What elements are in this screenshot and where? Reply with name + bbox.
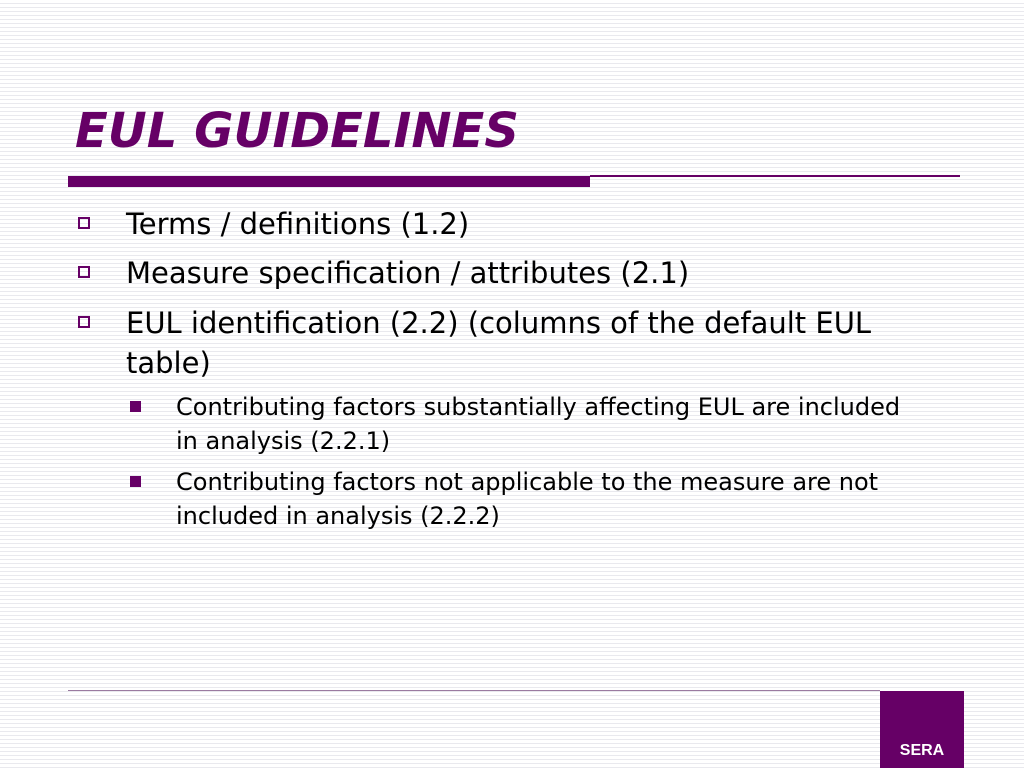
title-underline-thin: [590, 175, 960, 177]
sub-bullet-text: Contributing factors substantially affecting EUL are included in analysis (2.2.1): [176, 393, 901, 455]
slide-title: EUL GUIDELINES: [75, 103, 519, 159]
filled-square-bullet-icon: [130, 401, 141, 412]
sera-logo: [880, 691, 964, 768]
sub-bullet-text: Contributing factors not applicable to the measure are not included in analysis (2.2.2): [176, 468, 879, 530]
hollow-square-bullet-icon: [78, 316, 90, 328]
hollow-square-bullet-icon: [78, 266, 90, 278]
logo-text: SERA: [899, 742, 945, 759]
bullet-text: Terms / definitions (1.2): [126, 207, 470, 241]
bullet-text: Measure specification / attributes (2.1): [126, 256, 690, 290]
bullet-text: EUL identification (2.2) (columns of the default EUL table): [126, 306, 872, 380]
footer-divider: [68, 690, 880, 691]
hollow-square-bullet-icon: [78, 217, 90, 229]
title-underline-thick: [68, 176, 590, 187]
filled-square-bullet-icon: [130, 476, 141, 487]
